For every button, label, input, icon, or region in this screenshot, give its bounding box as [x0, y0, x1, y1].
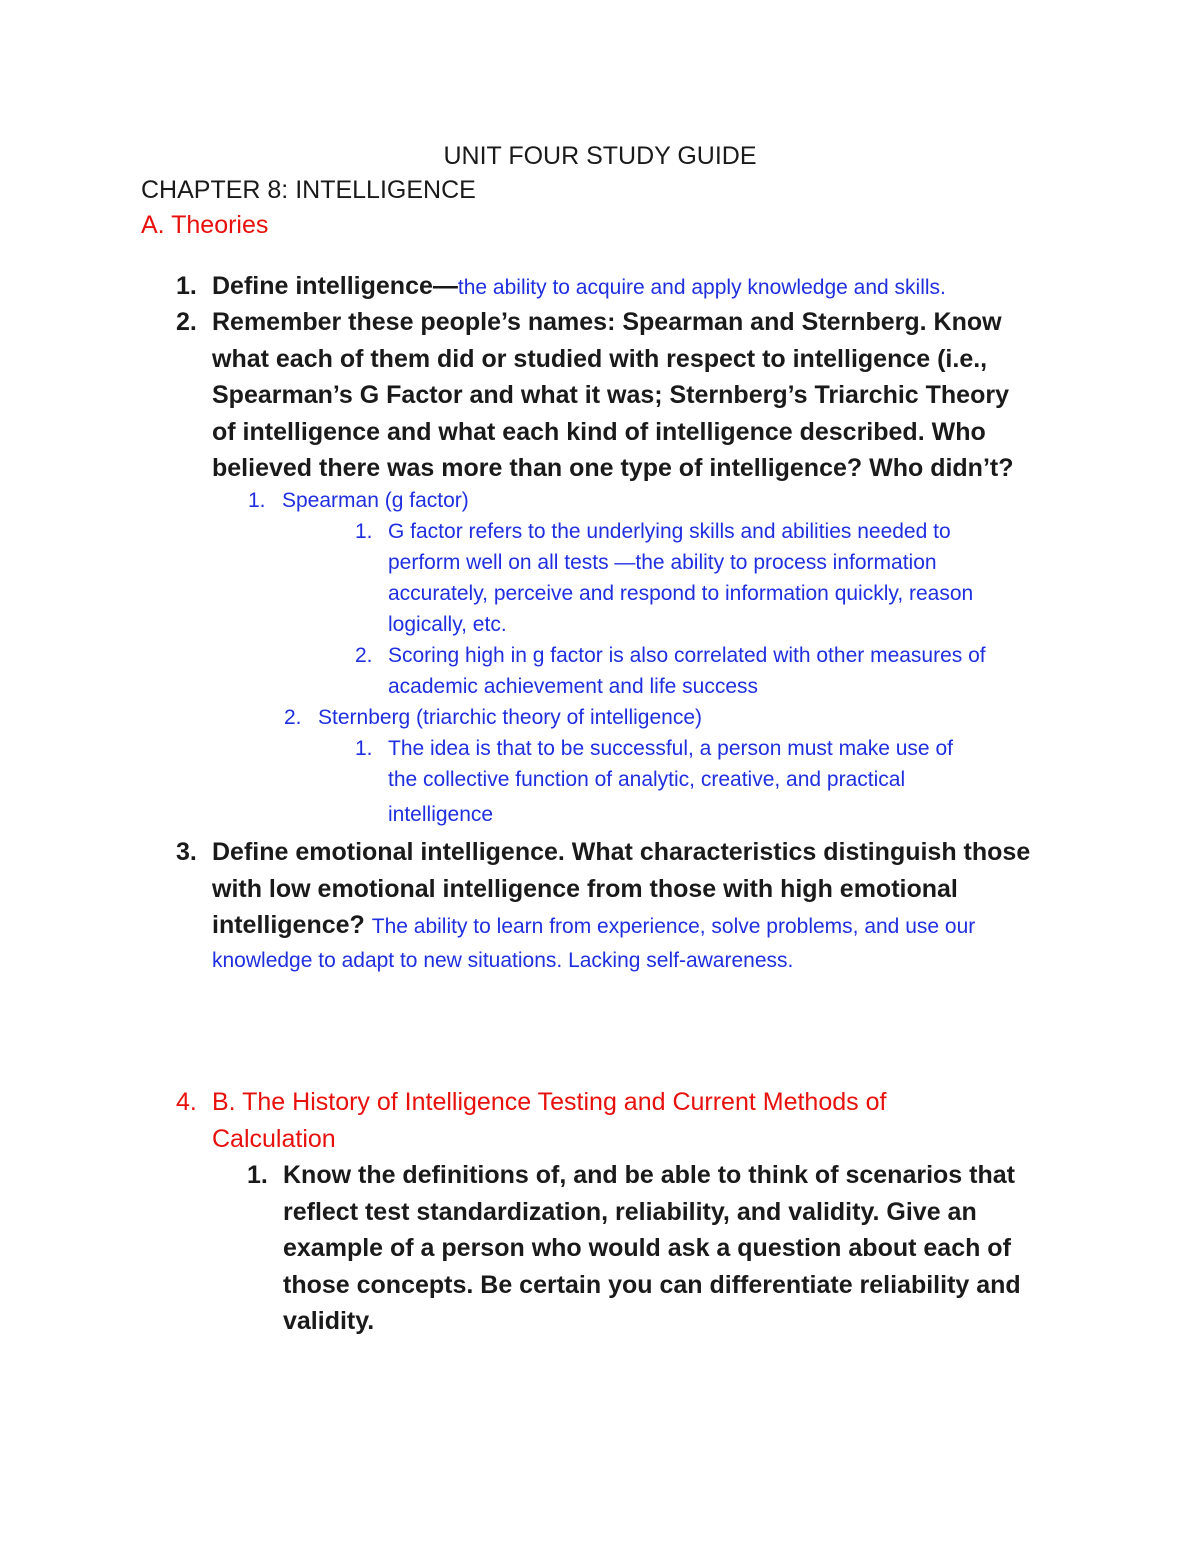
text-line: believed there was more than one type of intelligence? Who didn’t? — [212, 454, 1014, 482]
question-2-text — [212, 304, 1014, 487]
text-line: G factor refers to the underlying skills and abilities needed to — [388, 520, 951, 543]
sternberg-point-1: 1. The idea is that to be successful, a person must make use of the collective function of analytic, creative, and practical intelligence — [355, 733, 1075, 833]
question-3-answer: The ability to learn from experience, solve problems, and use our — [371, 915, 976, 938]
question-1-answer: the ability to acquire and apply knowledge and skills. — [457, 276, 946, 299]
section-number: 4. — [176, 1088, 197, 1116]
text-line: accurately, perceive and respond to information quickly, reason — [388, 582, 974, 605]
section-b-heading — [176, 1084, 1076, 1160]
question-number: 1. — [176, 272, 197, 300]
question-number: 1. — [247, 1161, 268, 1189]
section-b-question-1 — [247, 1157, 1087, 1347]
text-line: intelligence — [388, 803, 494, 826]
question-3 — [176, 834, 1076, 974]
text-line: intelligence? The ability to learn from experience, solve problems, and use our — [212, 911, 976, 939]
text-line: Define emotional intelligence. What characteristics distinguish those — [212, 838, 1031, 866]
text-line: Calculation — [212, 1124, 336, 1153]
text-line: Scoring high in g factor is also correlated with other measures of — [388, 644, 986, 667]
spearman-point-2: 2. Scoring high in g factor is also correlated with other measures of academic achievement and life success — [355, 640, 1075, 706]
chapter-heading: CHAPTER 8: INTELLIGENCE — [141, 176, 476, 204]
text-line: the collective function of analytic, creative, and practical — [388, 768, 906, 791]
text-line: those concepts. Be certain you can differentiate reliability and — [283, 1270, 1021, 1299]
text-line: perform well on all tests —the ability to process information — [388, 551, 937, 574]
text-line: of intelligence and what each kind of intelligence described. Who — [212, 417, 986, 446]
text-line: B. The History of Intelligence Testing and Current Methods of — [212, 1088, 887, 1116]
question-2 — [176, 304, 1076, 494]
question-1-label: Define intelligence— — [212, 272, 458, 300]
page-title: UNIT FOUR STUDY GUIDE — [443, 142, 757, 170]
question-3-answer-cont: knowledge to adapt to new situations. Lacking self-awareness. — [212, 948, 794, 972]
section-a-heading: A. Theories — [141, 211, 269, 239]
spearman-point-1: 1. G factor refers to the underlying skills and abilities needed to perform well on all tests —the ability to process information accurately, perceive and respond to information quickly, reason logically, etc. — [355, 516, 1075, 646]
text-line: The idea is that to be successful, a person must make use of — [388, 737, 953, 760]
question-number: 2. — [176, 308, 197, 336]
question-1 — [176, 268, 1076, 308]
answer-sternberg: 2. Sternberg (triarchic theory of intelligence) — [284, 702, 1084, 734]
question-number: 3. — [176, 838, 197, 866]
text-line: Spearman’s G Factor and what it was; Sternberg’s Triarchic Theory — [212, 381, 1009, 409]
text-line: validity. — [283, 1307, 375, 1335]
text-line: academic achievement and life success — [388, 675, 759, 698]
text-line: example of a person who would ask a question about each of — [283, 1234, 1011, 1262]
text-line: with low emotional intelligence from those with high emotional — [212, 874, 958, 903]
text-line: what each of them did or studied with respect to intelligence (i.e., — [212, 344, 988, 373]
text-line: Remember these people’s names: Spearman and Sternberg. Know — [212, 308, 1002, 336]
text-line: Know the definitions of, and be able to think of scenarios that — [283, 1161, 1015, 1189]
answer-label: Sternberg (triarchic theory of intelligence) — [318, 706, 703, 729]
text-line: logically, etc. — [388, 613, 507, 636]
text-line: reflect test standardization, reliability, and validity. Give an — [283, 1197, 977, 1226]
answer-label: Spearman (g factor) — [282, 489, 469, 512]
answer-spearman: 1. Spearman (g factor) — [248, 485, 1048, 517]
